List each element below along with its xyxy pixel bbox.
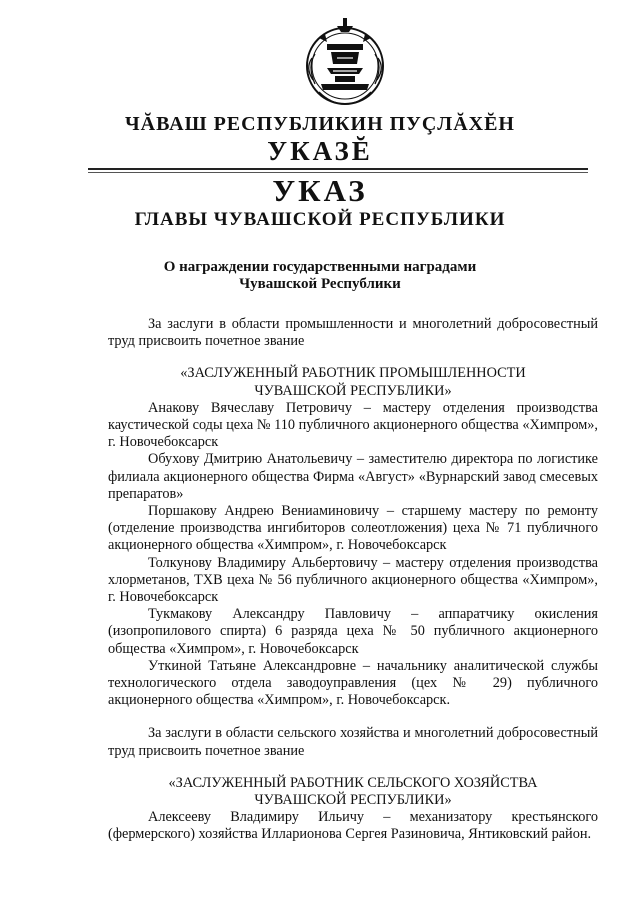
section2-intro: За заслуги в области сельского хозяйства и многолетний добросовестный труд присвоить почетное звание (108, 725, 598, 759)
awardee-entry: Поршакову Андрею Вениаминовичу – старшему мастеру по ремонту (отделение производства ингибиторов солеотложения) цеха № 71 публичного акционерного общества «Химпром», г. Новочебоксарск (108, 503, 598, 554)
section1-award-title (108, 365, 598, 399)
russian-decree-title: УКАЗ (272, 173, 368, 208)
section1-title-line-1: «ЗАСЛУЖЕННЫЙ РАБОТНИК ПРОМЫШЛЕННОСТИ (180, 365, 526, 382)
chuvash-header-line: ЧĂВАШ РЕСПУБЛИКИН ПУÇЛĂХĔН (124, 113, 515, 135)
section2-title-line-2: ЧУВАШСКОЙ РЕСПУБЛИКИ» (254, 792, 452, 809)
header-divider (88, 168, 588, 170)
section1-intro: За заслуги в области промышленности и многолетний добросовестный труд присвоить почетное звание (108, 316, 598, 350)
awardee-entry: Толкунову Владимиру Альбертовичу – мастеру отделения производства хлорметанов, ТХВ цеха № 56 публичного акционерного общества «Химпром», г. Новочебоксарск (108, 554, 598, 606)
section2-title-line-1: «ЗАСЛУЖЕННЫЙ РАБОТНИК СЕЛЬСКОГО ХОЗЯЙСТВА (168, 774, 538, 791)
chuvash-decree-title: УКАЗĔ (267, 136, 373, 166)
awardee-entry: Уткиной Татьяне Александровне – начальнику аналитической службы технологического отдела заводоуправления (цех № 29) публичного акционерного общества «Химпром», г. Новочебоксарск. (108, 657, 598, 709)
coat-of-arms-emblem (297, 14, 393, 110)
awardee-entry: Анакову Вячеславу Петровичу – мастеру отделения производства каустической соды цеха № 110 публичного акционерного общества «Химпром», г. Новочебоксарск (108, 399, 598, 451)
awardee-entry: Обухову Дмитрию Анатольевичу – заместителю директора по логистике филиала акционерного общества Фирма «Август» «Вурнарский завод смесевых препаратов» (108, 451, 598, 502)
russian-header-line: ГЛАВЫ ЧУВАШСКОЙ РЕСПУБЛИКИ (134, 209, 506, 230)
awardee-entry: Тукмакову Александру Павловичу – аппаратчику окисления (изопропилового спирта) 6 разряда цеха № 50 публичного акционерного общества «Химпром», г. Новочебоксарск (108, 606, 598, 657)
subject-line-2: Чувашской Республики (239, 276, 401, 292)
section2-award-title (108, 775, 598, 809)
section1-title-line-2: ЧУВАШСКОЙ РЕСПУБЛИКИ» (254, 382, 452, 399)
decree-body (108, 316, 598, 844)
awardee-entry: Алексееву Владимиру Ильичу – механизатору крестьянского (фермерского) хозяйства Илларионова Сергея Разиновича, Янтиковский район. (108, 809, 598, 843)
decree-subject (0, 259, 640, 293)
subject-line-1: О награждении государственными наградами (163, 259, 477, 275)
